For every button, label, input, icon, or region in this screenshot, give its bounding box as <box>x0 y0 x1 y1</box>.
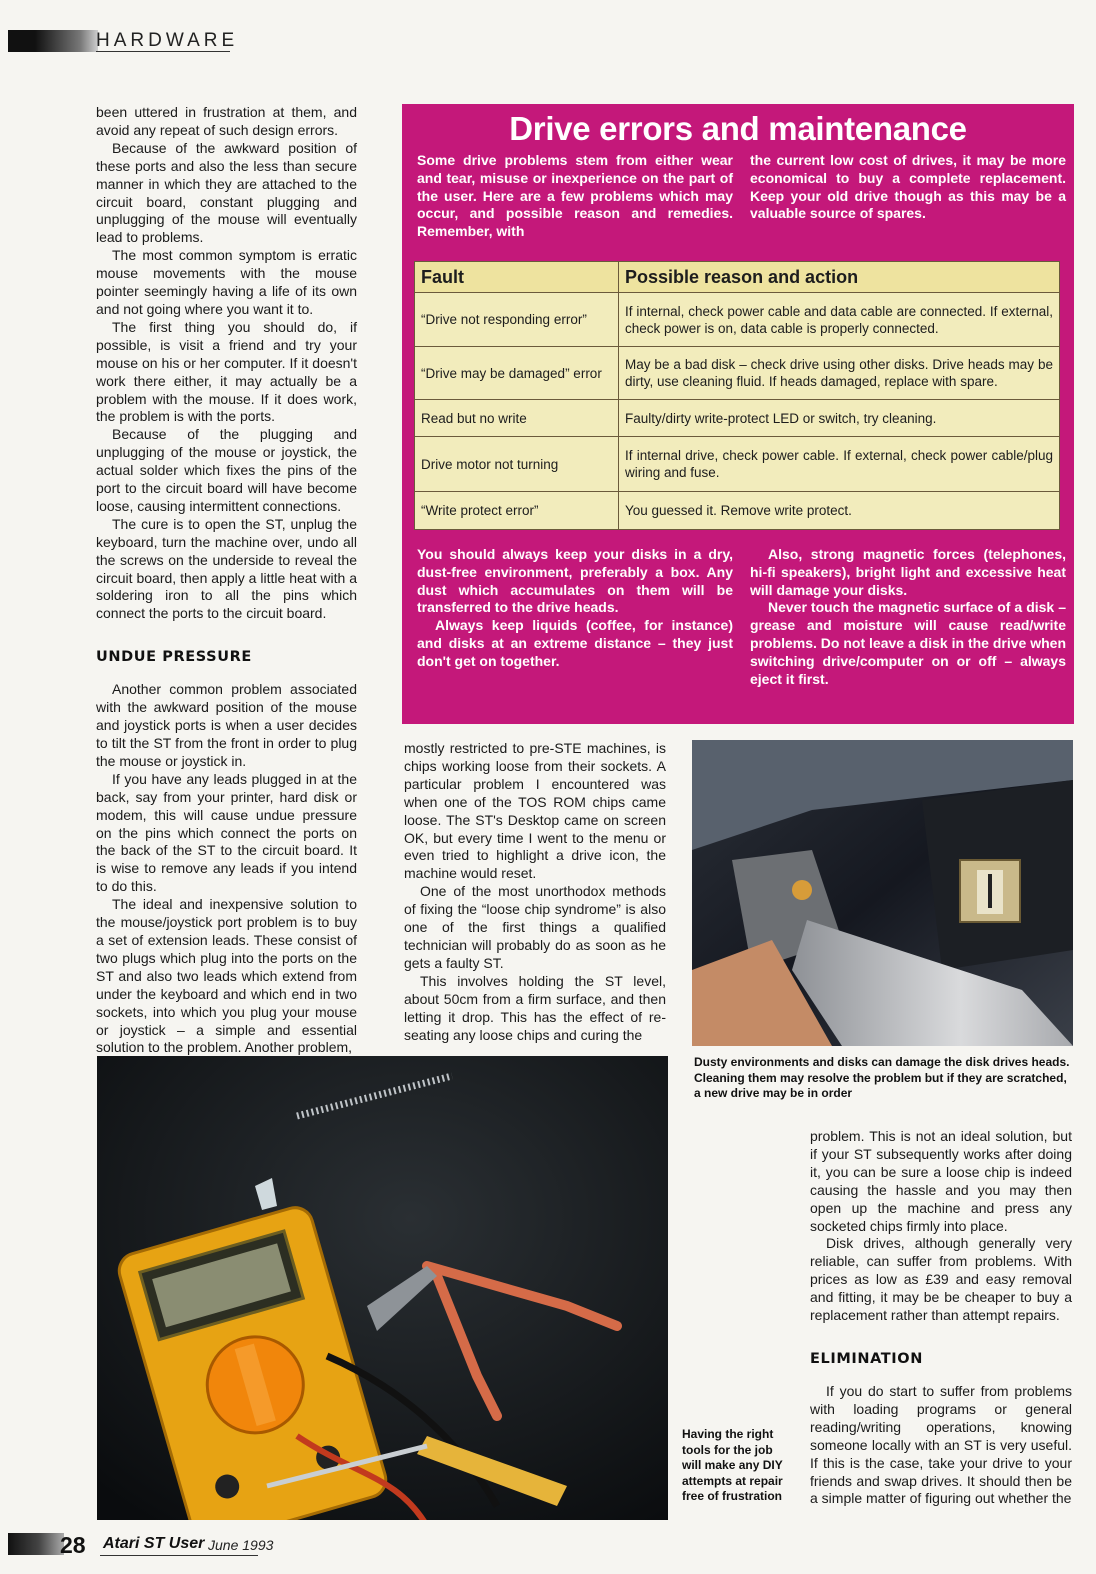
action-cell: If internal drive, check power cable. If external, check power cable/plug wiring and fuse. <box>619 437 1060 492</box>
column-2 <box>404 740 666 1044</box>
box-outro-text: Also, strong magnetic forces (telephones, hi-fi speakers), bright light and excessive heat will damage your disks. <box>750 546 1066 598</box>
action-cell: If internal, check power cable and data cable are connected. If external, check power is on, data cable is properly connected. <box>619 293 1060 347</box>
paragraph: mostly restricted to pre-STE machines, is chips working loose from their sockets. A particular problem I encountered was when one of the TOS ROM chips came loose. The ST's Desktop came on screen OK, but every time I went to the menu or even tried to highlight a drive icon, the machine would reset. <box>404 740 666 882</box>
box-outro-left <box>417 546 733 671</box>
table-row <box>415 400 1060 437</box>
page-number: 28 <box>60 1532 86 1558</box>
footer-rule <box>100 1555 258 1556</box>
paragraph: problem. This is not an ideal solution, but if your ST subsequently works after doing it, you can be sure a loose chip is indeed causing the hassle and you may then open up the machine and press any socketed chips firmly into place. <box>810 1128 1072 1234</box>
tools-photo <box>97 1056 668 1520</box>
header-rule <box>96 51 230 52</box>
box-outro-text: Always keep liquids (coffee, for instance) and disks at an extreme distance – they just don't get on together. <box>417 617 733 669</box>
paragraph: If you do start to suffer from problems with loading programs or general reading/writing operations, knowing someone locally with an ST is very useful. If this is the case, take your drive to your friends and swap drives. It should then be a simple matter of figuring out whether the <box>810 1382 1072 1507</box>
paragraph: Because of the awkward position of these ports and also the less than secure manner in which they are attached to the circuit board, constant plugging and unplugging of the mouse will eventually lead to problems. <box>96 139 357 246</box>
table-row <box>415 437 1060 492</box>
paragraph: The cure is to open the ST, unplug the keyboard, turn the machine over, undo all the screws on the underside to reveal the circuit board, then apply a little heat with a soldering iron to all the pins which connect the ports to the circuit board. <box>96 515 357 622</box>
paragraph: This involves holding the ST level, about 50cm from a firm surface, and then letting it drop. This has the effect of re-seating any loose chips and curing the <box>404 972 666 1043</box>
paragraph: been uttered in frustration at them, and avoid any repeat of such design errors. <box>96 104 357 138</box>
issue-date: June 1993 <box>208 1537 274 1553</box>
header-fault: Fault <box>415 262 619 293</box>
paragraph: Another common problem associated with the awkward position of the mouse and joystick ports is when a user decides to tilt the ST from the front in order to plug the mouse or joystick in. <box>96 681 357 769</box>
column-1 <box>96 104 357 1057</box>
box-outro-text: You should always keep your disks in a dry, dust-free environment, preferably a box. Any dust which accumulates on them will be transferred to the drive heads. <box>417 546 733 616</box>
table-row <box>415 347 1060 400</box>
footer-gradient-bar <box>8 1533 64 1555</box>
table-header-row <box>415 262 1060 293</box>
table-row <box>415 492 1060 530</box>
action-cell: Faulty/dirty write-protect LED or switch, try cleaning. <box>619 400 1060 437</box>
fault-cell: “Drive not responding error” <box>415 293 619 347</box>
box-outro-text: Never touch the magnetic surface of a disk – grease and moisture will cause read/write problems. Do not leave a disk in the drive when switching drive/computer on or off – always eject it first. <box>750 599 1066 687</box>
box-title: Drive errors and maintenance <box>509 110 967 147</box>
table-row <box>415 293 1060 347</box>
paragraph: If you have any leads plugged in at the back, say from your printer, hard disk or modem, this will cause undue pressure on the pins which connect the ports on the back of the ST to the circuit board. It is wise to remove any leads if you intend to do this. <box>96 770 357 895</box>
fault-cell: “Drive may be damaged” error <box>415 347 619 400</box>
tools-photo-caption: Having the right tools for the job will make any DIY attempts at repair free of frustration <box>682 1427 783 1503</box>
fault-table <box>414 261 1060 530</box>
magazine-name: Atari ST User <box>103 1535 205 1552</box>
box-intro-right-text: the current low cost of drives, it may be more economical to buy a complete replacement. Keep your old drive though as this may be a valuable source of spares. <box>750 152 1066 222</box>
paragraph: The ideal and inexpensive solution to the mouse/joystick port problem is to buy a set of extension leads. These consist of two plugs which plug into the ports on the ST and also two leads which extend from under the keyboard and which end in two sockets, into which you plug your mouse or joystick – a simple and essential solution to the problem. Another problem, <box>96 896 357 1056</box>
box-intro-left <box>417 152 733 241</box>
box-intro-right <box>750 152 1066 223</box>
header-gradient-bar <box>8 30 98 52</box>
paragraph: One of the most unorthodox methods of fixing the “loose chip syndrome” is also one of the first things a qualified technician will probably do as soon as he gets a faulty ST. <box>404 883 666 971</box>
paragraph: The most common symptom is erratic mouse movements with the mouse pointer seemingly having a life of its own and not going where you want it to. <box>96 247 357 317</box>
tools-illustration <box>97 1056 668 1520</box>
subheading-elimination: ELIMINATION <box>810 1350 923 1367</box>
fault-cell: Read but no write <box>415 400 619 437</box>
disk-drive-photo <box>692 740 1073 1046</box>
box-outro-right <box>750 546 1066 688</box>
action-cell: You guessed it. Remove write protect. <box>619 492 1060 530</box>
fault-cell: “Write protect error” <box>415 492 619 530</box>
section-label: HARDWARE <box>96 30 239 51</box>
paragraph: Disk drives, although generally very reliable, can suffer from problems. With prices as low as £39 and easy removal and fitting, it may be be cheaper to buy a replacement rather than attempt repairs. <box>810 1235 1072 1324</box>
paragraph: The first thing you should do, if possible, is visit a friend and try your mouse on his or her computer. If it doesn't work there either, it may actually be a problem with the mouse. If it does work, the problem is with the ports. <box>96 318 357 425</box>
column-3 <box>810 1128 1072 1508</box>
subheading-undue-pressure: UNDUE PRESSURE <box>96 649 252 666</box>
disk-drive-illustration <box>692 740 1073 1046</box>
paragraph: Because of the plugging and unplugging of the mouse or joystick, the actual solder which fixes the pins of the port to the circuit board will have become loose, causing intermittent connections. <box>96 426 357 514</box>
box-intro-left-text: Some drive problems stem from either wear and tear, misuse or inexperience on the part of the user. Here are a few problems which may occur, and possible reason and remedies. Remember, with <box>417 152 733 240</box>
header-action: Possible reason and action <box>619 262 1060 293</box>
drive-photo-caption: Dusty environments and disks can damage the disk drives heads. Cleaning them may resolve the problem but if they are scratched, a new drive may be in order <box>694 1055 1070 1100</box>
action-cell: May be a bad disk – check drive using other disks. Drive heads may be dirty, use cleaning fluid. If heads damaged, replace with spare. <box>619 347 1060 400</box>
fault-cell: Drive motor not turning <box>415 437 619 492</box>
